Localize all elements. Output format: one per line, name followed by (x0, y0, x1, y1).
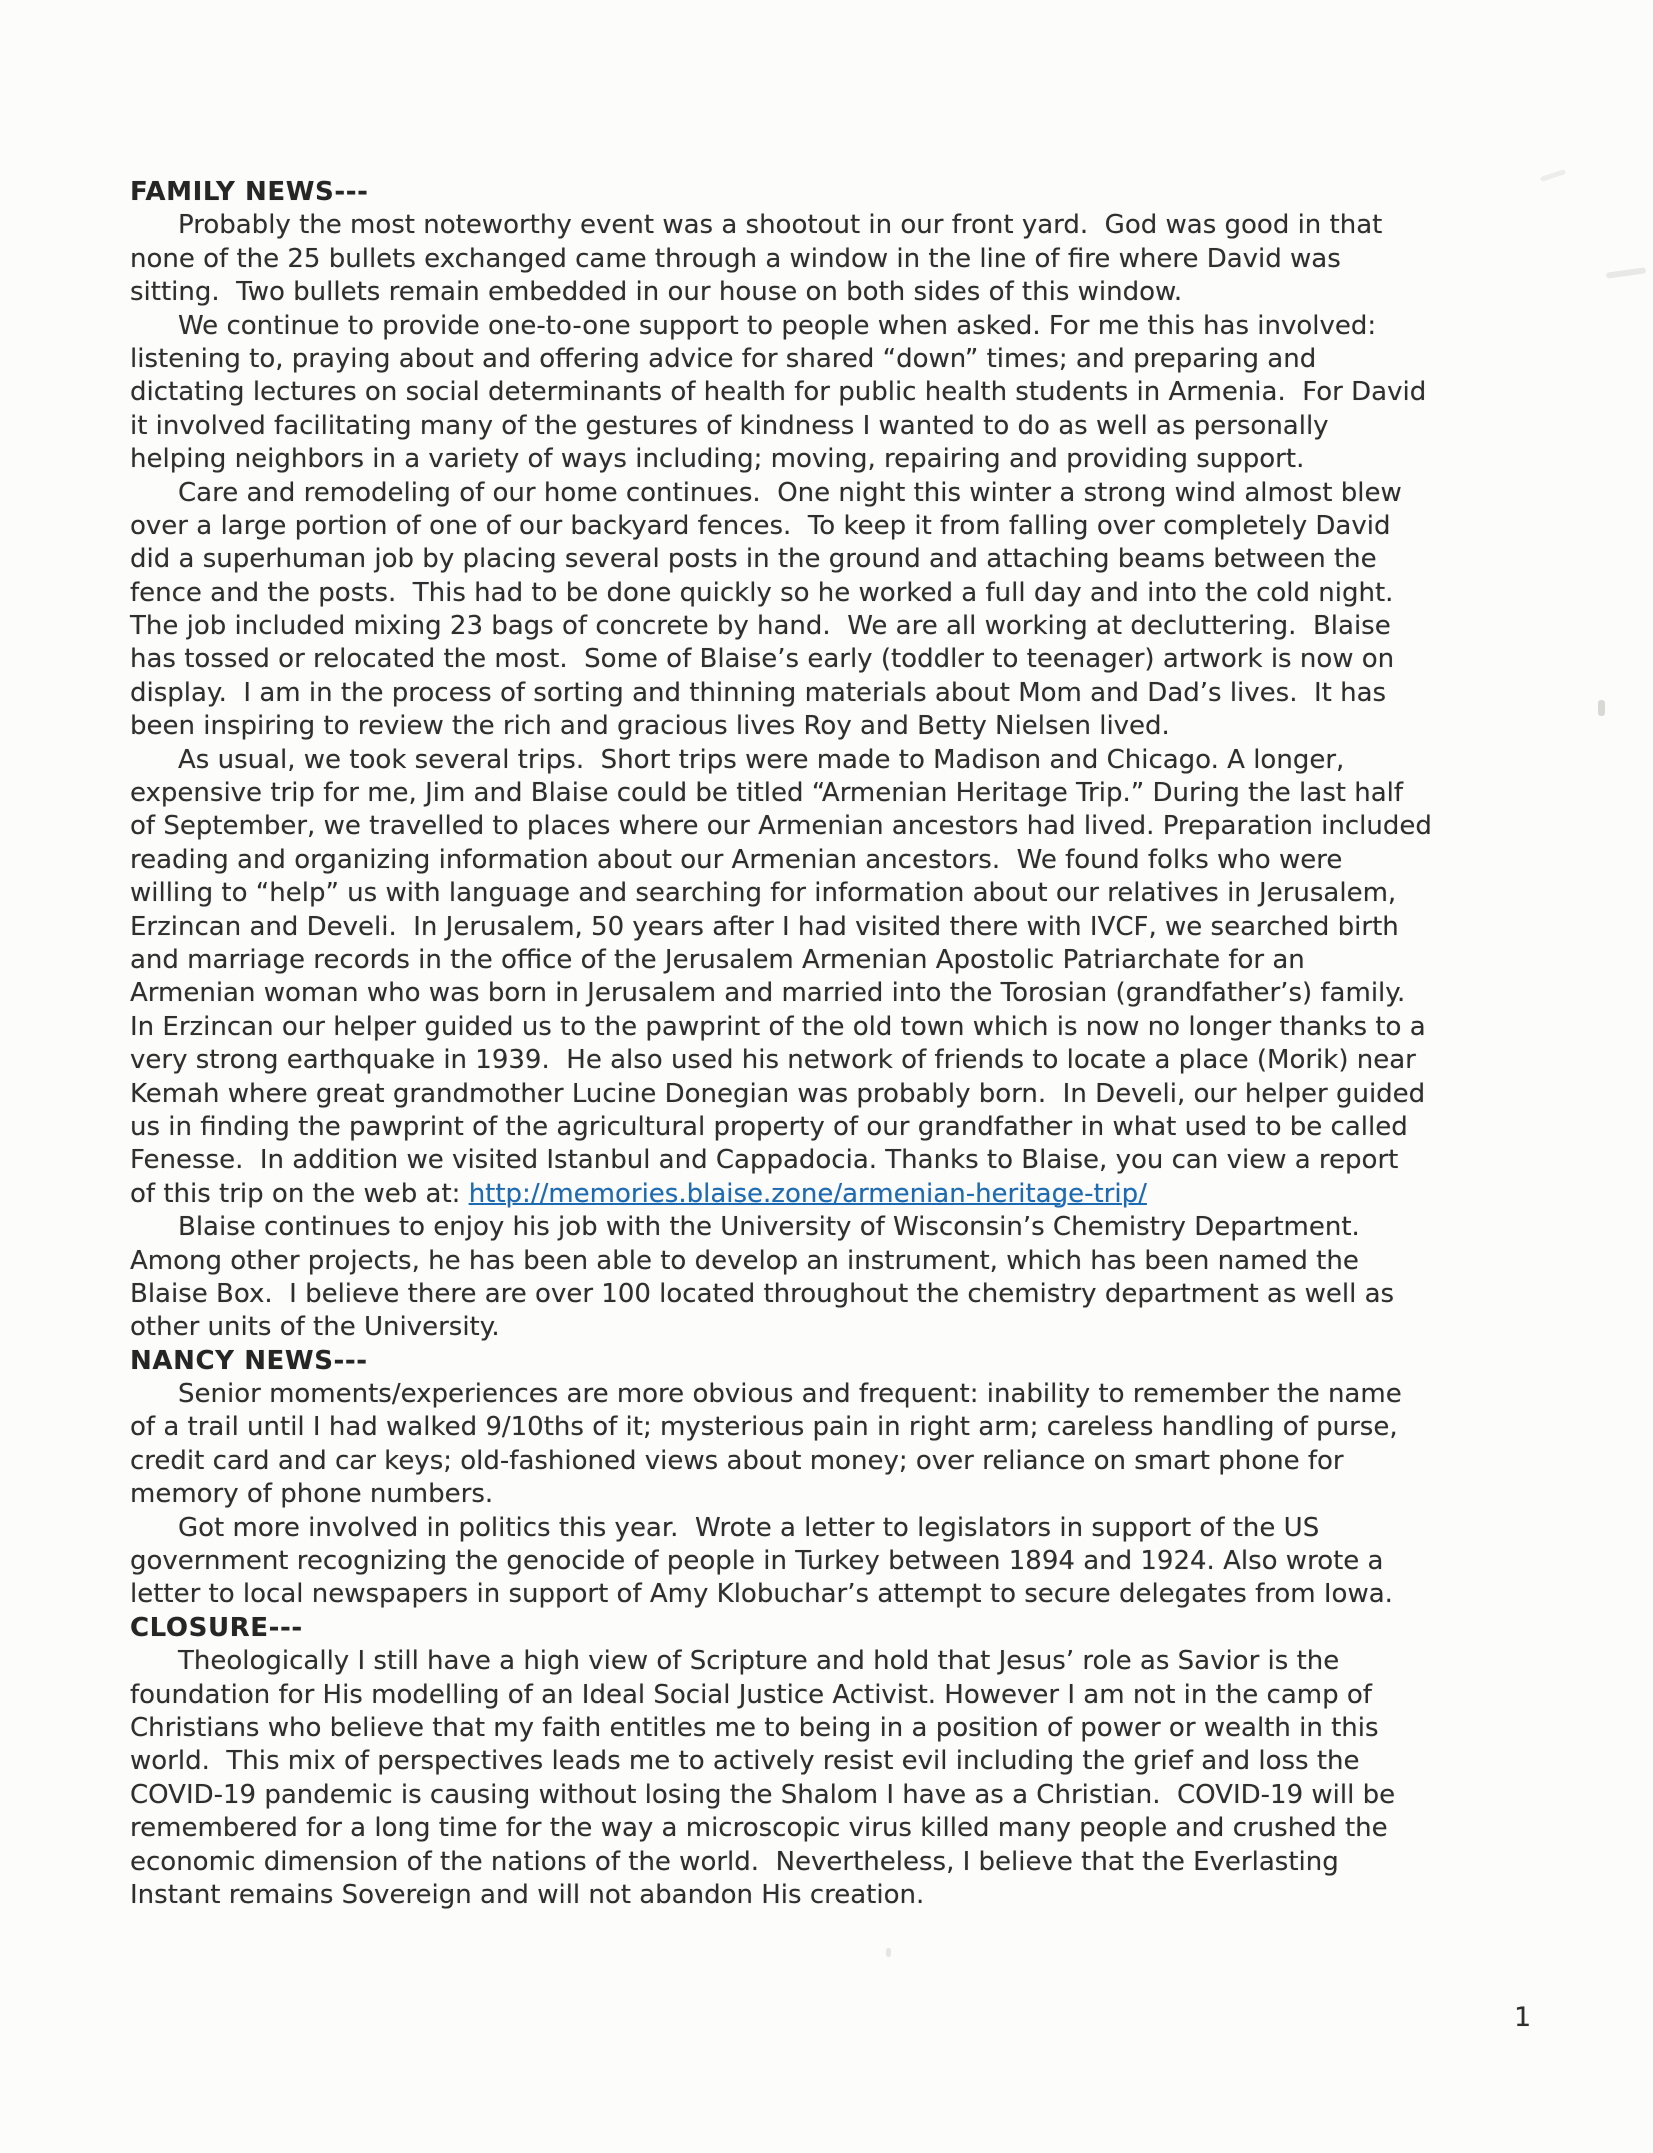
text-line: COVID-19 pandemic is causing without losing the Shalom I have as a Christian. COVID-19 will be (130, 1779, 1396, 1810)
text-line: willing to “help” us with language and searching for information about our relatives in Jerusalem, (130, 878, 1397, 909)
text-line: Blaise continues to enjoy his job with the University of Wisconsin’s Chemistry Department. (178, 1212, 1360, 1243)
text-line: Kemah where great grandmother Lucine Donegian was probably born. In Develi, our helper guided (130, 1078, 1426, 1109)
text-line: credit card and car keys; old-fashioned views about money; over reliance on smart phone for (130, 1445, 1344, 1476)
text-line: none of the 25 bullets exchanged came through a window in the line of fire where David was (130, 243, 1341, 274)
scan-artifact (1598, 700, 1605, 716)
text-line: very strong earthquake in 1939. He also used his network of friends to locate a place (Morik) near (130, 1045, 1416, 1076)
text-line: memory of phone numbers. (130, 1479, 494, 1510)
scan-artifact (1606, 267, 1646, 279)
document-body (130, 176, 1432, 1912)
scan-artifact (886, 1948, 891, 1957)
text-line: Christians who believe that my faith entitles me to being in a position of power or wealth in this (130, 1712, 1379, 1743)
page-number: 1 (1514, 2002, 1532, 2033)
text-line: Erzincan and Develi. In Jerusalem, 50 years after I had visited there with IVCF, we searched birth (130, 911, 1399, 942)
text-line: Senior moments/experiences are more obvious and frequent: inability to remember the name (178, 1379, 1402, 1410)
section-heading: FAMILY NEWS--- (130, 177, 369, 207)
text-line: listening to, praying about and offering advice for shared “down” times; and preparing and (130, 343, 1317, 374)
text-line: other units of the University. (130, 1312, 500, 1343)
text-line: has tossed or relocated the most. Some of Blaise’s early (toddler to teenager) artwork is now on (130, 644, 1395, 675)
text-line: Among other projects, he has been able to develop an instrument, which has been named the (130, 1245, 1359, 1276)
armenian-trip-link[interactable]: http://memories.blaise.zone/armenian-heritage-trip/ (468, 1178, 1147, 1209)
text-line: helping neighbors in a variety of ways including; moving, repairing and providing support. (130, 444, 1305, 475)
section-heading: NANCY NEWS--- (130, 1345, 368, 1376)
text-line: did a superhuman job by placing several posts in the ground and attaching beams between the (130, 544, 1377, 575)
text-line: Probably the most noteworthy event was a shootout in our front yard. God was good in that (178, 210, 1383, 241)
text-line: economic dimension of the nations of the world. Nevertheless, I believe that the Everlasting (130, 1846, 1339, 1877)
text-line: of this trip on the web at: http://memories.blaise.zone/armenian-heritage-trip/ (130, 1178, 1147, 1209)
text-line: reading and organizing information about our Armenian ancestors. We found folks who were (130, 844, 1343, 875)
text-line: letter to local newspapers in support of Amy Klobuchar’s attempt to secure delegates from Iowa. (130, 1579, 1393, 1610)
text-line: display. I am in the process of sorting and thinning materials about Mom and Dad’s lives. It has (130, 677, 1387, 708)
text-line: As usual, we took several trips. Short trips were made to Madison and Chicago. A longer, (178, 744, 1345, 775)
text-line: Got more involved in politics this year. Wrote a letter to legislators in support of the US (178, 1512, 1320, 1543)
text-line: Theologically I still have a high view of Scripture and hold that Jesus’ role as Savior is the (178, 1646, 1340, 1677)
text-line: dictating lectures on social determinants of health for public health students in Armenia. For David (130, 377, 1427, 408)
text-line: world. This mix of perspectives leads me to actively resist evil including the grief and loss the (130, 1746, 1360, 1777)
text-line: expensive trip for me, Jim and Blaise could be titled “Armenian Heritage Trip.” During the last half (130, 778, 1403, 809)
text-line: government recognizing the genocide of people in Turkey between 1894 and 1924. Also wrote a (130, 1546, 1384, 1577)
section-heading: CLOSURE--- (130, 1612, 303, 1643)
text-line: Instant remains Sovereign and will not abandon His creation. (130, 1879, 925, 1910)
text-line: remembered for a long time for the way a microscopic virus killed many people and crushed the (130, 1813, 1388, 1844)
text-line: been inspiring to review the rich and gracious lives Roy and Betty Nielsen lived. (130, 711, 1170, 742)
scan-artifact (1540, 169, 1566, 182)
text-line: Fenesse. In addition we visited Istanbul and Cappadocia. Thanks to Blaise, you can view a report (130, 1145, 1399, 1176)
text-line: fence and the posts. This had to be done quickly so he worked a full day and into the cold night. (130, 577, 1394, 608)
text-line: sitting. Two bullets remain embedded in our house on both sides of this window. (130, 277, 1183, 308)
text-line: of a trail until I had walked 9/10ths of it; mysterious pain in right arm; careless handling of purse, (130, 1412, 1398, 1443)
text-line: Care and remodeling of our home continues. One night this winter a strong wind almost blew (178, 477, 1402, 508)
text-line: over a large portion of one of our backyard fences. To keep it from falling over completely David (130, 510, 1391, 541)
text-line: of September, we travelled to places where our Armenian ancestors had lived. Preparation included (130, 811, 1432, 842)
text-line: Blaise Box. I believe there are over 100 located throughout the chemistry department as well as (130, 1278, 1395, 1309)
text-line: We continue to provide one-to-one support to people when asked. For me this has involved: (178, 310, 1377, 341)
text-line: and marriage records in the office of the Jerusalem Armenian Apostolic Patriarchate for an (130, 944, 1305, 975)
text-line: In Erzincan our helper guided us to the pawprint of the old town which is now no longer thanks to a (130, 1011, 1426, 1042)
text-line: it involved facilitating many of the gestures of kindness I wanted to do as well as personally (130, 410, 1329, 441)
text-line: The job included mixing 23 bags of concrete by hand. We are all working at decluttering. Blaise (130, 611, 1391, 642)
text-line: Armenian woman who was born in Jerusalem and married into the Torosian (grandfather’s) family. (130, 978, 1406, 1009)
text-line: foundation for His modelling of an Ideal Social Justice Activist. However I am not in the camp of (130, 1679, 1372, 1710)
text-line: us in finding the pawprint of the agricultural property of our grandfather in what used to be called (130, 1111, 1408, 1142)
